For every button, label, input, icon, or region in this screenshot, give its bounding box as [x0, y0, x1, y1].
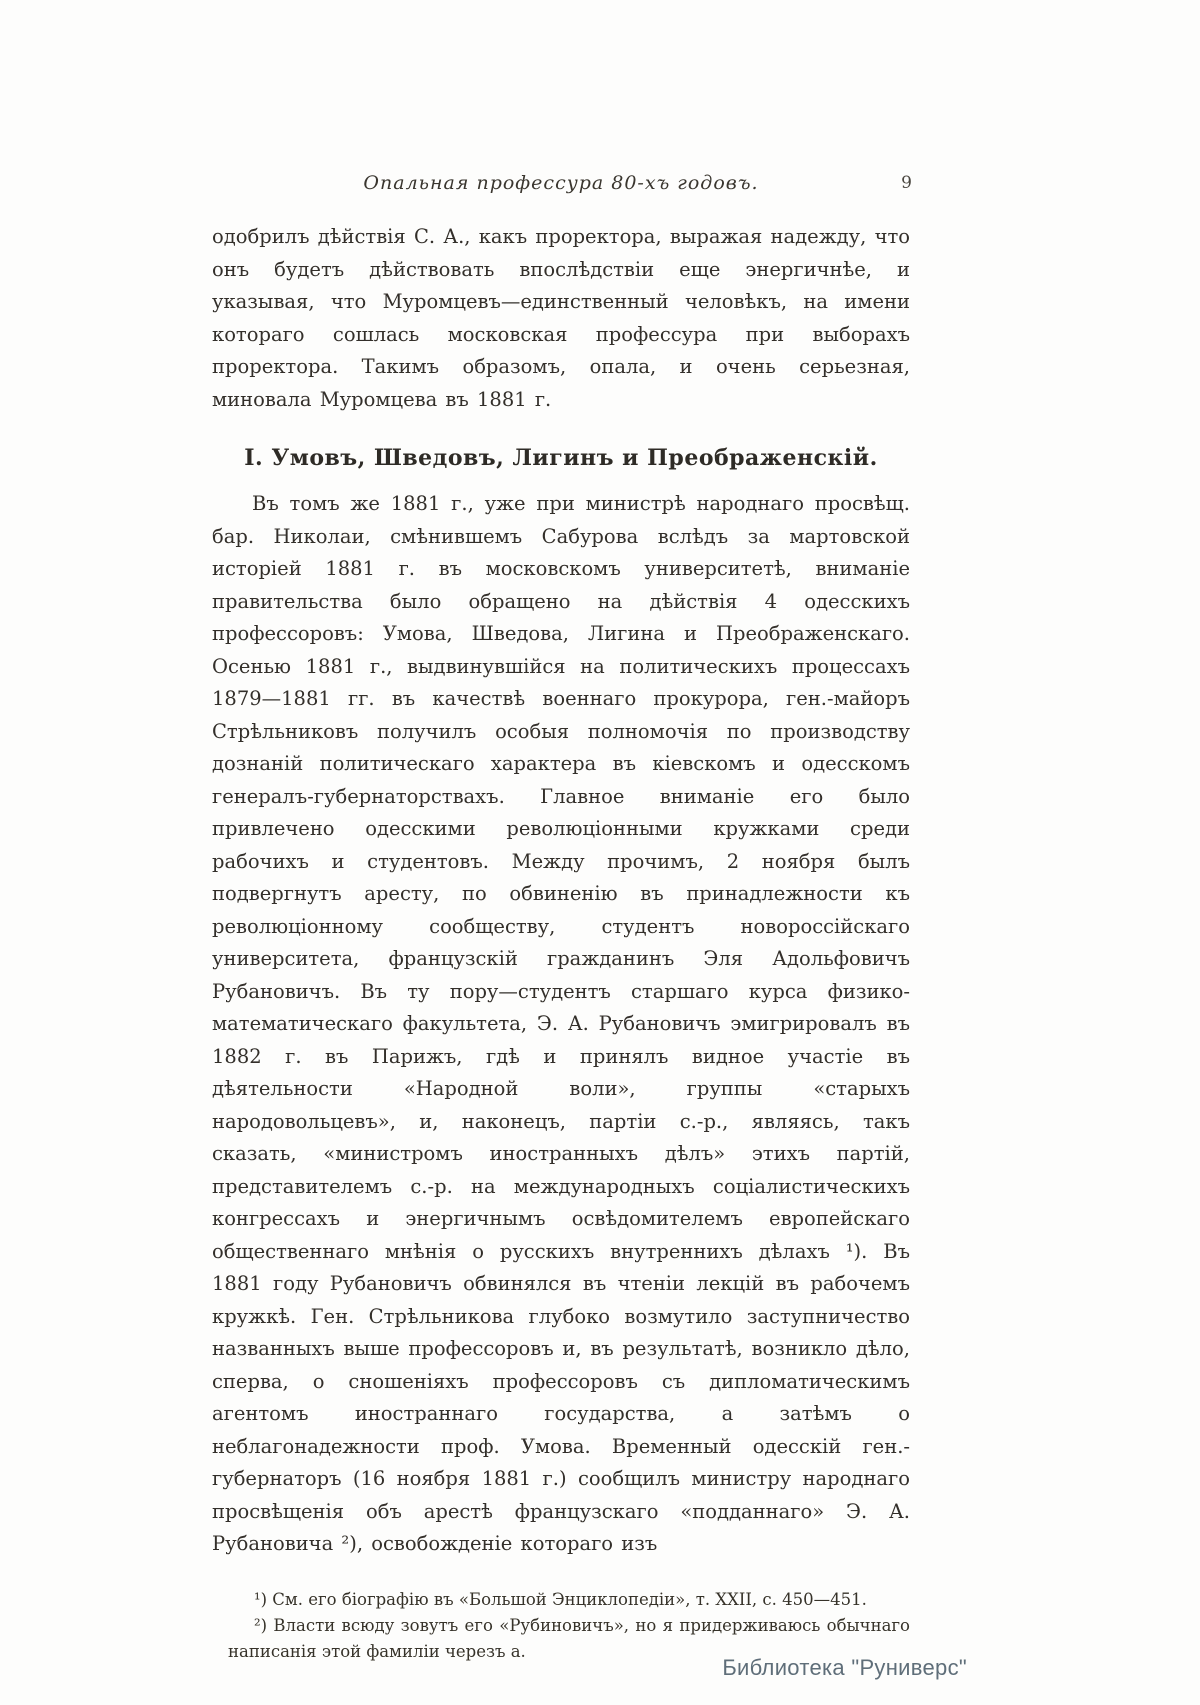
- paragraph-main: Въ томъ же 1881 г., уже при министрѣ народнаго просвѣщ. бар. Николаи, смѣнившемъ Сабурова вслѣдъ за мартовской исторіей 1881 г. въ московскомъ университетѣ, вниманіе правительства было обращено на дѣйствія 4 одесскихъ профессоровъ: Умова, Шведова, Лигина и Преображенскаго. Осенью 1881 г., выдвинувшійся на политическихъ процессахъ 1879—1881 гг. въ качествѣ военнаго прокурора, ген.-майоръ Стрѣльниковъ получилъ особыя полномочія по производству дознаній политическаго характера въ кіевскомъ и одесскомъ генералъ-губернаторствахъ. Главное вниманіе его было привлечено одесскими революціонными кружками среди рабочихъ и студентовъ. Между прочимъ, 2 ноября былъ подвергнутъ аресту, по обвиненію въ принадлежности къ революціонному сообществу, студентъ новороссійскаго университета, французскій гражданинъ Эля Адольфовичъ Рубановичъ. Въ ту пору—студентъ старшаго курса физико-математическаго факультета, Э. А. Рубановичъ эмигрировалъ въ 1882 г. въ Парижъ, гдѣ и принялъ видное участіе въ дѣятельности «Народной воли», группы «старыхъ народовольцевъ», и, наконецъ, партіи с.-р., являясь, такъ сказать, «министромъ иностранныхъ дѣлъ» этихъ партій, представителемъ с.-р. на международныхъ соціалистическихъ конгрессахъ и энергичнымъ освѣдомителемъ европейскаго общественнаго мнѣнія о русскихъ внутреннихъ дѣлахъ ¹). Въ 1881 году Рубановичъ обвинялся въ чтеніи лекцій въ рабочемъ кружкѣ. Ген. Стрѣльникова глубоко возмутило заступничество названныхъ выше профессоровъ и, въ результатѣ, возникло дѣло, сперва, о сношеніяхъ профессоровъ съ дипломатическимъ агентомъ иностраннаго государства, а затѣмъ о неблагонадежности проф. Умова. Временный одесскій ген.-губернаторъ (16 ноября 1881 г.) сообщилъ министру народнаго просвѣщенія объ арестѣ французскаго «подданнаго» Э. А. Рубановича ²), освобожденіе котораго изъ: [212, 492, 910, 1555]
- page-number: 9: [901, 173, 912, 193]
- footnote-2: ²) Власти всюду зовутъ его «Рубиновичъ», но я придерживаюсь обычнаго написанія этой фамиліи черезъ а.: [228, 1616, 910, 1661]
- library-watermark: Библиотека "Руниверс": [722, 1655, 967, 1680]
- section-heading: I. Умовъ, Шведовъ, Лигинъ и Преображенскій.: [244, 445, 878, 471]
- footnote-1: ¹) См. его біографію въ «Большой Энциклопедіи», т. XXII, с. 450—451.: [254, 1589, 867, 1609]
- running-head: Опальная профессура 80-хъ годовъ.: [363, 172, 759, 194]
- paragraph-continuation: одобрилъ дѣйствія С. А., какъ проректора, выражая надежду, что онъ будетъ дѣйствовать впослѣдствіи еще энергичнѣе, и указывая, что Муромцевъ—единственный человѣкъ, на имени котораго сошлась московская профессура при выборахъ проректора. Такимъ образомъ, опала, и очень серьезная, миновала Муромцева въ 1881 г.: [212, 225, 910, 411]
- text-column: [212, 172, 910, 1664]
- running-head-row: [212, 172, 910, 194]
- footnotes-block: [212, 1587, 910, 1665]
